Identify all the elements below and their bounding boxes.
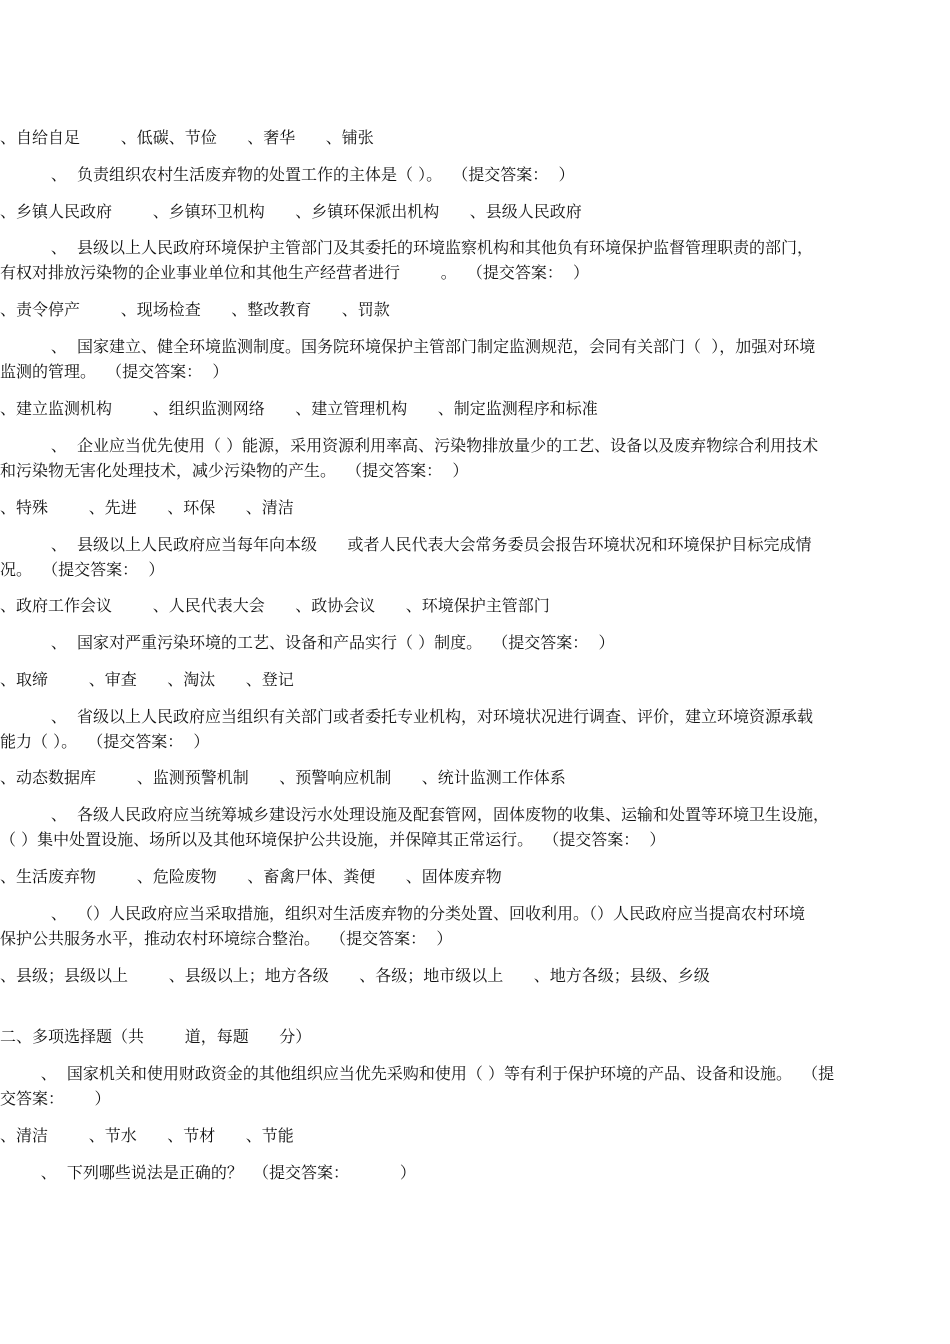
- question-line-cont: 和污染物无害化处理技术，减少污染物的产生。 （提交答案： ）: [0, 461, 469, 480]
- question-line: 、 国家建立、健全环境监测制度。国务院环境保护主管部门制定监测规范，会同有关部门（ ），加强对环境: [0, 337, 816, 356]
- options-line: 、建立监测机构 、组织监测网络 、建立管理机构 、制定监测程序和标准: [0, 399, 598, 418]
- options-line: 、政府工作会议 、人民代表大会 、政协会议 、环境保护主管部门: [0, 596, 550, 615]
- question-line-cont: 况。 （提交答案： ）: [0, 560, 165, 579]
- question-line: 、 负责组织农村生活废弃物的处置工作的主体是（ ）。 （提交答案： ）: [0, 165, 575, 184]
- question-line-cont: 保护公共服务水平，推动农村环境综合整治。 （提交答案： ）: [0, 929, 453, 948]
- options-line: 、取缔 、审查 、淘汰 、登记: [0, 670, 294, 689]
- question-line-cont: 有权对排放污染物的企业事业单位和其他生产经营者进行 。 （提交答案： ）: [0, 263, 590, 282]
- question-line-cont: （ ）集中处置设施、场所以及其他环境保护公共设施，并保障其正常运行。 （提交答案： ）: [0, 830, 666, 849]
- question-line-cont: 能力（ ）。 （提交答案： ）: [0, 732, 210, 751]
- options-line: 、动态数据库 、监测预警机制 、预警响应机制 、统计监测工作体系: [0, 768, 566, 787]
- question-line: 、 企业应当优先使用（ ）能源，采用资源利用率高、污染物排放量少的工艺、设备以及废弃物综合利用技术: [0, 436, 819, 455]
- question-line: 、 各级人民政府应当统筹城乡建设污水处理设施及配套管网，固体废物的收集、运输和处置等环境卫生设施，: [0, 805, 830, 824]
- question-line: 、 县级以上人民政府环境保护主管部门及其委托的环境监察机构和其他负有环境保护监督管理职责的部门，: [0, 238, 814, 257]
- options-line: 、乡镇人民政府 、乡镇环卫机构 、乡镇环保派出机构 、县级人民政府: [0, 202, 582, 221]
- options-line: 、生活废弃物 、危险废物 、畜禽尸体、粪便 、固体废弃物: [0, 867, 502, 886]
- options-line: 、特殊 、先进 、环保 、清洁: [0, 498, 294, 517]
- options-line: 、清洁 、节水 、节材 、节能: [0, 1126, 294, 1145]
- question-line: 、 省级以上人民政府应当组织有关部门或者委托专业机构，对环境状况进行调查、评价，建立环境资源承载: [0, 707, 814, 726]
- options-line: 、自给自足 、低碳、节俭 、奢华 、铺张: [0, 128, 374, 147]
- question-line-cont: 交答案： ）: [0, 1089, 111, 1108]
- question-line: 、 下列哪些说法是正确的？ （提交答案： ）: [0, 1163, 416, 1182]
- question-line: 、 国家对严重污染环境的工艺、设备和产品实行（ ）制度。 （提交答案： ）: [0, 633, 615, 652]
- question-line-cont: 监测的管理。 （提交答案： ）: [0, 362, 229, 381]
- section-heading: 二、多项选择题（共 道，每题 分）: [0, 1027, 312, 1046]
- question-line: 、 （）人民政府应当采取措施，组织对生活废弃物的分类处置、回收利用。（）人民政府应当提高农村环境: [0, 904, 806, 923]
- options-line: 、县级；县级以上 、县级以上；地方各级 、各级；地市级以上 、地方各级；县级、乡级: [0, 966, 710, 985]
- options-line: 、责令停产 、现场检查 、整改教育 、罚款: [0, 300, 390, 319]
- question-line: 、 国家机关和使用财政资金的其他组织应当优先采购和使用（ ）等有利于保护环境的产品、设备和设施。 （提: [0, 1064, 835, 1083]
- question-line: 、 县级以上人民政府应当每年向本级 或者人民代表大会常务委员会报告环境状况和环境保护目标完成情: [0, 535, 812, 554]
